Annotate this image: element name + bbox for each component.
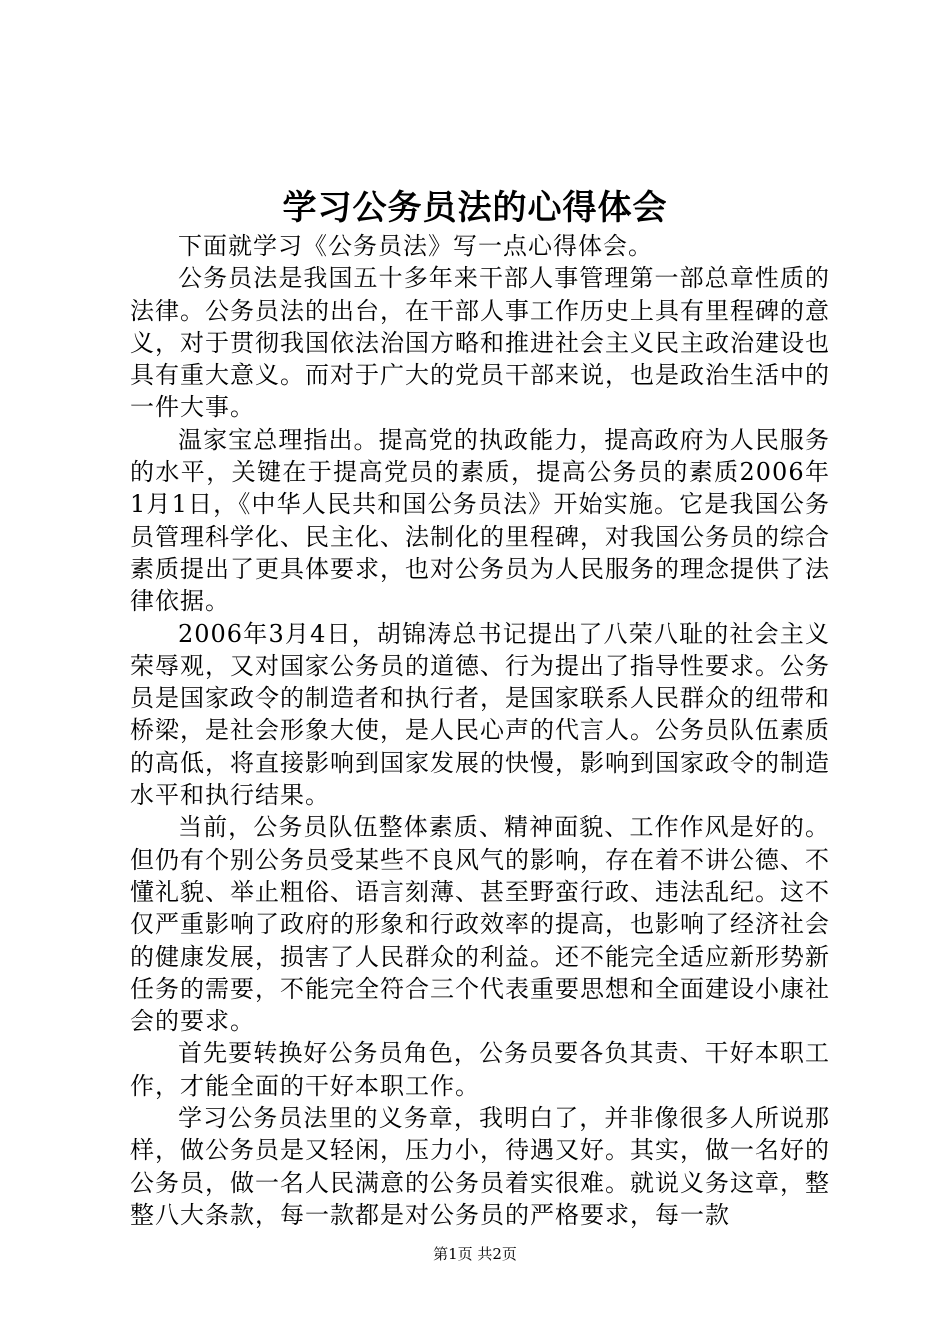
paragraph-honor-disgrace: 2006年3月4日，胡锦涛总书记提出了八荣八耻的社会主义荣辱观，又对国家公务员的道德、行为提出了指导性要求。公务员是国家政令的制造者和执行者，是国家联系人民群众的纽带和桥梁，是社会形象大使，是人民心声的代言人。公务员队伍素质的高低，将直接影响到国家发展的快慢，影响到国家政令的制造水平和执行结果。 (130, 619, 830, 810)
paragraph-duties-chapter: 学习公务员法里的义务章，我明白了，并非像很多人所说那样，做公务员是又轻闲，压力小，待遇又好。其实，做一名好的公务员，做一名人民满意的公务员着实很难。就说义务这章，整整八大条款，每一款都是对公务员的严格要求，每一款 (130, 1104, 830, 1229)
paragraph-law-significance: 公务员法是我国五十多年来干部人事管理第一部总章性质的法律。公务员法的出台，在干部人事工作历史上具有里程碑的意义，对于贯彻我国依法治国方略和推进社会主义民主政治建设也具有重大意义。而对于广大的党员干部来说，也是政治生活中的一件大事。 (130, 264, 830, 422)
page-number-footer: 第1页 共2页 (433, 1245, 517, 1263)
paragraph-role-change: 首先要转换好公务员角色，公务员要各负其责、干好本职工作，才能全面的干好本职工作。 (130, 1039, 830, 1100)
paragraph-intro: 下面就学习《公务员法》写一点心得体会。 (178, 232, 653, 260)
document-body (130, 230, 830, 1231)
paragraph-current-situation: 当前，公务员队伍整体素质、精神面貌、工作作风是好的。但仍有个别公务员受某些不良风气的影响，存在着不讲公德、不懂礼貌、举止粗俗、语言刻薄、甚至野蛮行政、违法乱纪。这不仅严重影响了政府的形象和行政效率的提高，也影响了经济社会的健康发展，损害了人民群众的利益。还不能完全适应新形势新任务的需要，不能完全符合三个代表重要思想和全面建设小康社会的要求。 (130, 813, 830, 1036)
document-title: 学习公务员法的心得体会 (282, 188, 668, 228)
paragraph-premier-remarks: 温家宝总理指出。提高党的执政能力，提高政府为人民服务的水平，关键在于提高党员的素质，提高公务员的素质2006年1月1日，《中华人民共和国公务员法》开始实施。它是我国公务员管理科学化、民主化、法制化的里程碑，对我国公务员的综合素质提出了更具体要求，也对公务员为人民服务的理念提供了法律依据。 (130, 425, 830, 616)
